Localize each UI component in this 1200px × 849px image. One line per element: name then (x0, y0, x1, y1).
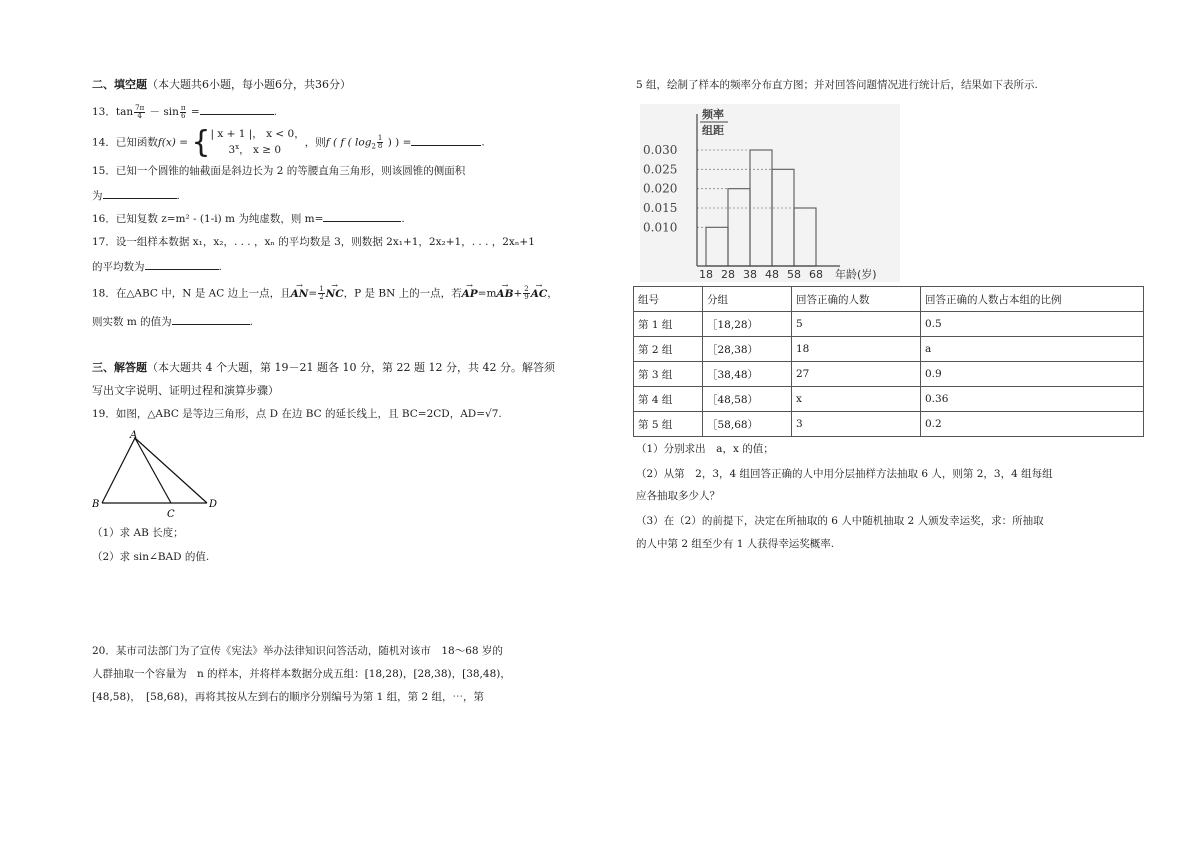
q20-part3-line2: 的人中第 2 组至少有 1 人获得幸运奖概率. (636, 538, 835, 550)
y-tick-label: 0.020 (643, 181, 678, 196)
table-header-cell: 组号 (634, 287, 703, 312)
segment-AD (135, 438, 207, 503)
question-15-line1: 15．已知一个圆锥的轴截面是斜边长为 2 的等腰直角三角形，则该圆锥的侧面积 (92, 165, 466, 177)
x-tick-label: 38 (743, 268, 757, 281)
q18-label: 则实数 m 的值为 (92, 316, 172, 328)
q14-prefix: 14．已知函数 (92, 136, 158, 149)
q13-sin-num: π (180, 103, 186, 112)
table-cell: 第 5 组 (634, 412, 703, 437)
table-cell: 第 3 组 (634, 362, 703, 387)
q13-sin-den: 6 (180, 111, 186, 120)
q18-f1-num: 1 (319, 285, 324, 293)
triangle-lines (102, 438, 207, 503)
q17-label: 的平均数为 (92, 261, 145, 273)
table-cell: x (792, 387, 921, 412)
question-17-line2 (92, 259, 222, 274)
q13-tan-fraction (134, 105, 145, 120)
table-cell: 第 4 组 (634, 387, 703, 412)
table-header-cell: 分组 (703, 287, 792, 312)
q13-answer-blank[interactable] (200, 104, 274, 115)
y-tick-label: 0.015 (643, 201, 678, 215)
y-label-top: 频率 (702, 108, 724, 121)
x-tick-label: 48 (765, 268, 779, 281)
q13-sin-fraction (180, 105, 187, 120)
table-header-cell: 回答正确的人数占本组的比例 (921, 287, 1144, 312)
question-20-line4: 5 组，绘制了样本的频率分布直方图；并对回答问题情况进行统计后，结果如下表所示. (636, 79, 1038, 91)
q13-tan-num: 7π (135, 103, 145, 112)
question-15-line2 (92, 188, 180, 203)
table-cell: 3 (792, 412, 921, 437)
table-header-cell: 回答正确的人数 (792, 287, 921, 312)
x-tick-label: 68 (809, 268, 823, 281)
q14-expr-b: ) ) = (384, 136, 412, 149)
x-tick-label: 58 (787, 268, 801, 281)
q18-b: ，P 是 BN 上的一点，若 (343, 287, 462, 300)
q14-log-base: 2 (371, 142, 376, 151)
table-cell: 第 2 组 (634, 337, 703, 362)
q18-f2-num: 2 (524, 285, 529, 293)
y-label-bottom: 组距 (702, 124, 724, 137)
q14-frac-den: 8 (377, 142, 383, 150)
triangle-figure (92, 428, 222, 520)
q19-text: 19．如图，△ABC 是等边三角形，点 D 在边 BC 的延长线上，且 BC=2CD，AD= (92, 408, 486, 420)
section3-note2: 写出文字说明、证明过程和演算步骤） (92, 384, 279, 397)
q14-expr-a: f ( f ( log (325, 136, 372, 149)
label-A: A (130, 430, 138, 441)
q14-equals: = (175, 136, 192, 149)
q20-part1: （1）分别求出 a，x 的值； (636, 443, 774, 455)
table-cell: 第 1 组 (634, 312, 703, 337)
q15-wei: 为 (92, 190, 103, 202)
section3-title: 三、解答题 (92, 361, 147, 374)
table-header-row (634, 287, 1144, 312)
q13-tan-den: 4 (137, 111, 142, 120)
table-cell: ［28,38） (703, 337, 792, 362)
table-cell: ［18,28） (703, 312, 792, 337)
vector-AP: → AP (462, 288, 478, 300)
table-cell: ［38,48） (703, 362, 792, 387)
table-row (634, 362, 1144, 387)
q15-answer-blank[interactable] (103, 188, 177, 199)
q14-then: ，则 (304, 136, 326, 149)
question-17-line1: 17．设一组样本数据 x₁，x₂，. . . ，xₙ 的平均数是 3，则数据 2x₁+1，2x₂+1，. . . ，2xₙ+1 (92, 236, 535, 248)
y-tick-label: 0.010 (643, 220, 678, 235)
q20-part2-line1: （2）从第 2，3，4 组回答正确的人中用分层抽样方法抽取 6 人，则第 2，3，4 组每组 (636, 468, 1053, 480)
q16-text: 16．已知复数 z=m² - (1-i) m 为纯虚数，则 m= (92, 213, 324, 225)
q13-number: 13． (92, 106, 116, 118)
q18-frac2 (523, 286, 529, 301)
q19-part2: （2）求 sin∠BAD 的值. (92, 551, 210, 563)
table-cell: ［58,68） (703, 412, 792, 437)
q18-answer-blank[interactable] (172, 314, 250, 325)
label-D: D (209, 499, 218, 510)
table-cell: a (921, 337, 1144, 362)
table-cell: 5 (792, 312, 921, 337)
q14-answer-blank[interactable] (411, 135, 481, 146)
section2-title: 二、填空题 (92, 78, 147, 91)
table-cell: 0.9 (921, 362, 1144, 387)
question-19 (92, 407, 502, 421)
x-axis-label: 年龄(岁) (835, 268, 877, 281)
q18-frac1 (318, 286, 324, 301)
question-18-line2 (92, 314, 253, 329)
q14-case2-base: 3 (228, 144, 236, 156)
vector-NC: → NC (326, 288, 344, 300)
y-tick-label: 0.030 (643, 143, 678, 157)
q18-eq2: =m (477, 287, 497, 300)
question-20-line2: 人群抽取一个容量为 n 的样本，并将样本数据分成五组：[18,28)，[28,38)，[38,48)， (92, 668, 511, 680)
table-row (634, 312, 1144, 337)
results-table-body (634, 287, 1144, 437)
q19-root: √7 (485, 408, 499, 420)
q14-case2-exp: x (235, 143, 240, 151)
x-tick-label: 28 (721, 268, 735, 281)
table-row (634, 337, 1144, 362)
q18-f2-den: 9 (524, 293, 529, 301)
table-cell: ［48,58） (703, 387, 792, 412)
q18-eq1: = (308, 287, 318, 300)
q20-part3-line1: （3）在（2）的前提下，决定在所抽取的 6 人中随机抽取 2 人颁发幸运奖，求：所抽取 (636, 515, 1044, 527)
q17-answer-blank[interactable] (145, 259, 219, 270)
q18-f1-den: 2 (319, 293, 324, 301)
x-tick-label: 18 (699, 268, 713, 281)
q13-tan: tan (115, 106, 134, 118)
q18-c: ， (547, 287, 558, 300)
q16-answer-blank[interactable] (323, 211, 401, 222)
table-row (634, 412, 1144, 437)
vector-AN: → AN (291, 288, 309, 300)
q18-end: . (249, 316, 253, 328)
q13-equals: = (187, 106, 200, 118)
frequency-histogram (640, 104, 900, 282)
question-13: 13．tan $\frac{7\pi}{4}$ － sin $\frac{\pi}{6}$ = . (92, 103, 277, 120)
table-cell: 0.2 (921, 412, 1144, 437)
table-cell: 18 (792, 337, 921, 362)
side-AB (102, 438, 135, 503)
q17-end: . (218, 261, 222, 273)
q14-case-2 (210, 141, 304, 157)
section2-heading (92, 78, 351, 92)
question-20-line3: [48,58)， [58,68)，再将其按从左到右的顺序分别编号为第 1 组，第 2 组，⋯，第 (92, 691, 484, 703)
q14-function-name: f(x) (157, 136, 176, 149)
label-C: C (167, 509, 175, 520)
results-table (633, 286, 1144, 437)
q14-end: . (481, 136, 485, 149)
q18-plus: + (513, 287, 523, 300)
q13-minus-sin: － sin (146, 106, 179, 118)
q14-fraction (377, 135, 383, 150)
table-cell: 27 (792, 362, 921, 387)
q14-cases (210, 128, 304, 157)
question-18-line1 (92, 286, 558, 301)
table-cell: 0.36 (921, 387, 1144, 412)
label-B: B (92, 499, 100, 510)
question-20-line1: 20．某市司法部门为了宣传《宪法》举办法律知识问答活动，随机对该市 18～68 岁的 (92, 645, 503, 657)
vector-AC: → AC (531, 288, 548, 300)
table-row (634, 387, 1144, 412)
q18-a: 18．在△ABC 中，N 是 AC 边上一点，且 (92, 287, 291, 300)
q15-end: . (176, 190, 180, 202)
vector-AB: → AB (496, 288, 513, 300)
q14-brace: { (191, 124, 211, 160)
section2-note: （本大题共6小题，每小题6分，共36分） (147, 78, 351, 91)
q19-end: . (498, 408, 502, 420)
histogram-background (640, 104, 900, 282)
q19-part1: （1）求 AB 长度； (92, 527, 184, 539)
q20-part2-line2: 应各抽取多少人？ (636, 490, 720, 502)
section3-heading (92, 361, 555, 375)
q16-end: . (401, 213, 405, 225)
side-AC (135, 438, 171, 503)
question-16 (92, 211, 405, 226)
q14-frac-num: 1 (377, 134, 383, 142)
question-14 (92, 124, 485, 160)
section3-note1: （本大题共 4 个大题，第 19－21 题各 10 分，第 22 题 12 分，共 42 分。解答须 (147, 361, 555, 374)
q14-case2-rest: ， x ≥ 0 (239, 144, 282, 156)
table-cell: 0.5 (921, 312, 1144, 337)
q14-case-1: | x + 1 |， x < 0， (210, 128, 305, 140)
y-tick-label: 0.025 (643, 162, 678, 177)
